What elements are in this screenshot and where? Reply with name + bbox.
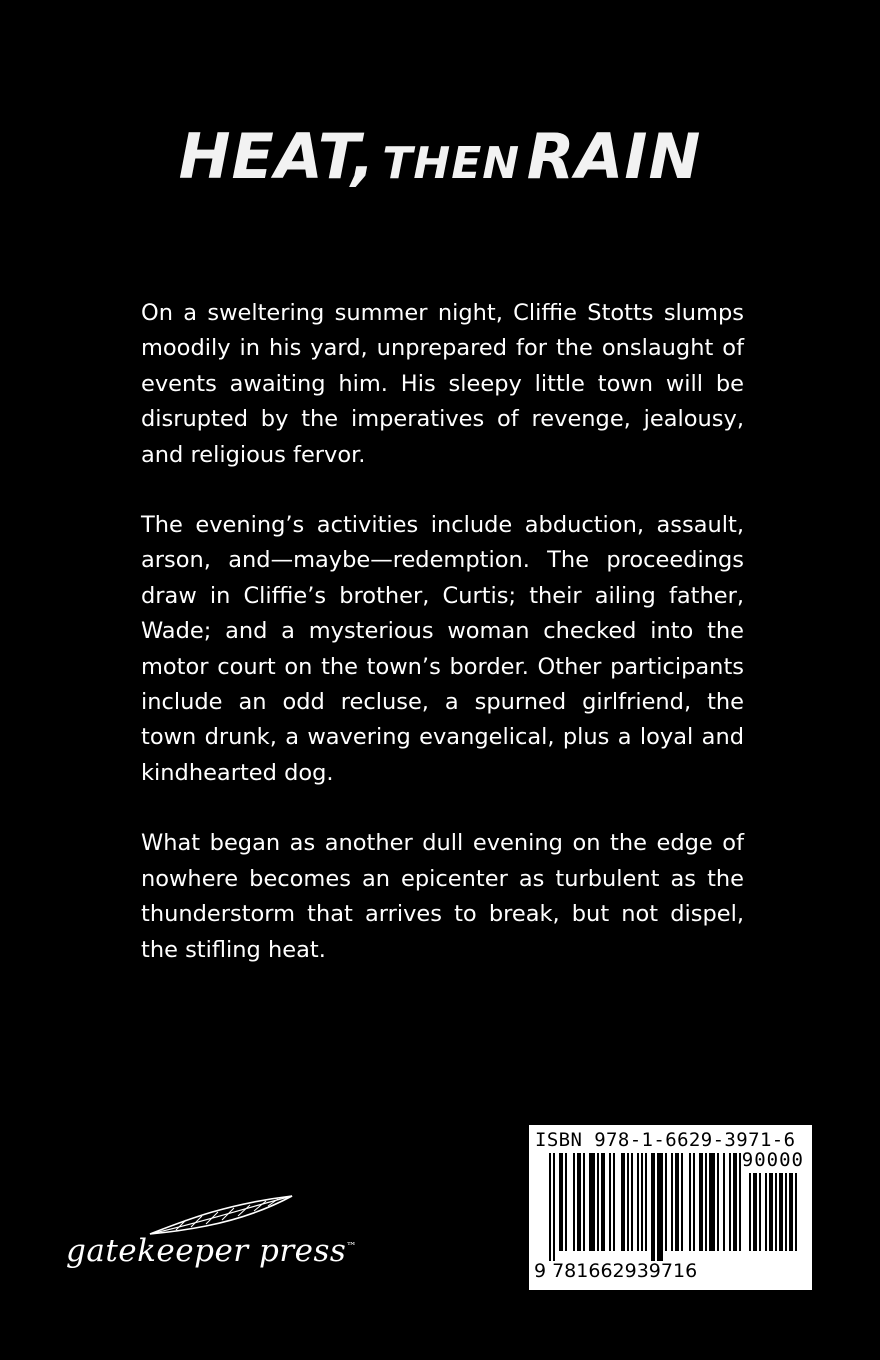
barcode-bar (689, 1153, 691, 1251)
barcode-bar (559, 1153, 563, 1251)
title-rain: RAIN (526, 120, 702, 193)
barcode-bar (627, 1153, 629, 1251)
barcode-bar (729, 1153, 731, 1251)
book-description (141, 296, 744, 1003)
barcode-bar (671, 1153, 673, 1251)
blurb-paragraph-3: What began as another dull evening on the edge of nowhere becomes an epicenter as turbulent as the thunderstorm that arrives to break, but not dispel, the stifling heat. (141, 830, 744, 963)
publisher-name (66, 1233, 357, 1269)
barcode-bar (775, 1173, 777, 1251)
barcode-bar (601, 1153, 605, 1251)
ean-digit-string: 781662939716 (552, 1260, 698, 1282)
barcode-bar (573, 1153, 575, 1251)
barcode-bar (651, 1153, 655, 1261)
barcode-bar (549, 1153, 551, 1261)
barcode-bar (553, 1153, 555, 1261)
barcode-bar (565, 1153, 567, 1251)
barcode-bar (765, 1173, 767, 1251)
barcode-bar (733, 1153, 737, 1251)
barcode-bar (577, 1153, 581, 1251)
barcode-bar (709, 1153, 715, 1251)
price-code: 90000 (741, 1149, 804, 1171)
barcode-bar (795, 1173, 797, 1251)
barcode-bar (681, 1153, 683, 1251)
barcode-bar (717, 1153, 719, 1251)
barcode-bar (589, 1153, 595, 1251)
ean-first-digit: 9 (534, 1260, 547, 1282)
barcode-bar (621, 1153, 625, 1251)
barcode-bar (779, 1173, 783, 1251)
barcode-bar (631, 1153, 633, 1251)
barcode-bar (597, 1153, 599, 1251)
book-title (0, 120, 880, 193)
publisher-name-text: gatekeeper press (66, 1233, 347, 1269)
barcode-bar (583, 1153, 585, 1251)
ean-digits (534, 1260, 697, 1282)
barcode-bar (675, 1153, 679, 1251)
publisher-logo (66, 1190, 357, 1300)
barcode-bar (753, 1173, 757, 1251)
barcode-bar (665, 1153, 667, 1251)
barcode-bar (739, 1153, 741, 1251)
trademark-symbol: ™ (346, 1241, 357, 1253)
title-then: THEN (382, 138, 521, 189)
barcode-bar (749, 1173, 751, 1251)
barcode-bar (769, 1173, 773, 1251)
barcode-bar (785, 1173, 787, 1251)
barcode-bar (693, 1153, 695, 1251)
isbn-barcode (529, 1125, 812, 1290)
barcode-bar (613, 1153, 615, 1251)
barcode-bar (645, 1153, 647, 1251)
blurb-paragraph-1: On a sweltering summer night, Cliffie Stotts slumps moodily in his yard, unprepared for the onslaught of events awaiting him. His sleepy little town will be disrupted by the imperatives of revenge, jealousy, and religious fervor. (141, 300, 744, 468)
title-heat: HEAT, (178, 120, 376, 193)
barcode-bar (641, 1153, 643, 1251)
isbn-label: ISBN 978-1-6629-3971-6 (535, 1129, 796, 1151)
ean-bars (549, 1153, 744, 1261)
barcode-bar (705, 1153, 707, 1251)
barcode-bar (759, 1173, 761, 1251)
barcode-bar (699, 1153, 703, 1251)
blurb-paragraph-2: The evening’s activities include abduction, assault, arson, and—maybe—redemption. The proceedings draw in Cliffie’s brother, Curtis; their ailing father, Wade; and a mysterious woman checked into the motor court on the town’s border. Other participants include an odd recluse, a spurned girlfriend, the town drunk, a wavering evangelical, plus a loyal and kindhearted dog. (141, 512, 744, 786)
barcode-bar (789, 1173, 793, 1251)
barcode-bar (609, 1153, 611, 1251)
addon-bars (749, 1173, 807, 1261)
barcode-bar (657, 1153, 663, 1261)
barcode-bar (637, 1153, 639, 1251)
barcode-bar (723, 1153, 725, 1251)
